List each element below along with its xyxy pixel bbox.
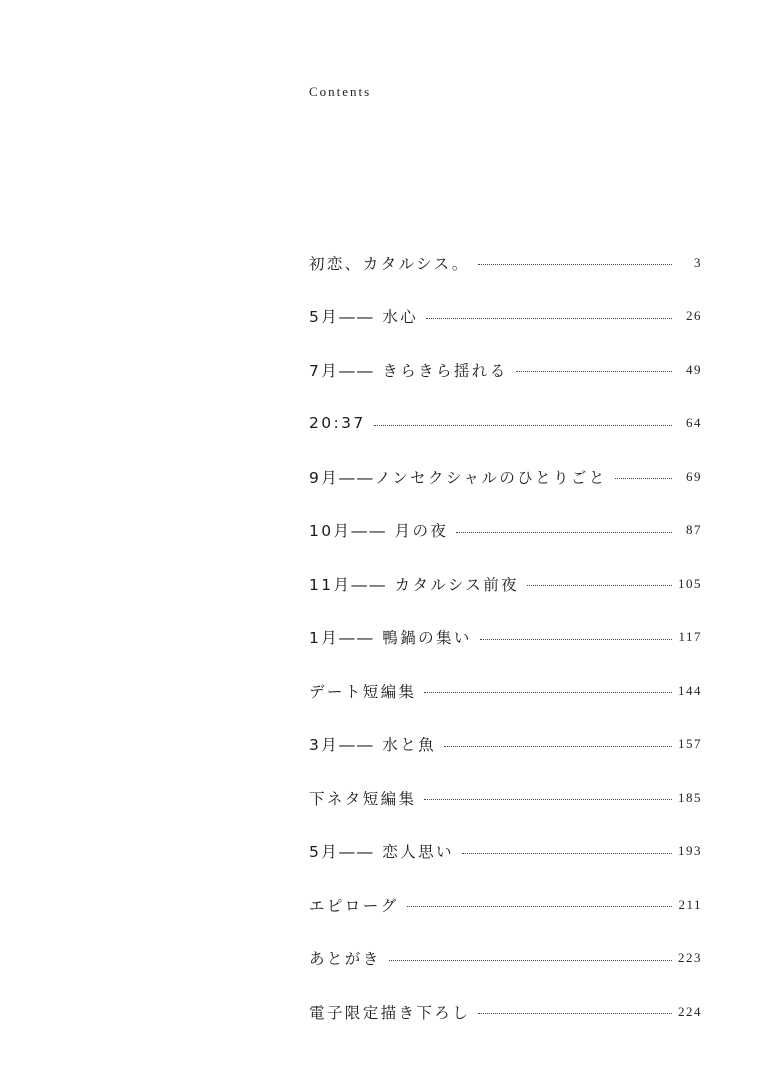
toc-entry-title: あとがき — [309, 950, 381, 969]
toc-entry-page: 3 — [694, 254, 702, 270]
toc-entry[interactable] — [309, 450, 702, 504]
toc-entry[interactable] — [309, 825, 702, 879]
toc-entry-page: 211 — [678, 896, 702, 912]
toc-entry[interactable] — [309, 718, 702, 772]
toc-entry-title: エピローグ — [309, 896, 399, 915]
toc-entry-page: 69 — [686, 468, 702, 484]
toc-entry-title: 1月―― 鴨鍋の集い — [309, 629, 472, 648]
dot-leader — [527, 585, 672, 586]
dot-leader — [462, 853, 672, 854]
dot-leader — [615, 478, 672, 479]
toc-entry-title: 7月―― きらきら揺れる — [309, 361, 508, 380]
toc-entry-title: 9月――ノンセクシャルのひとりごと — [309, 468, 607, 487]
toc-entry-title: 11月―― カタルシス前夜 — [309, 575, 519, 594]
toc-entry-page: 224 — [678, 1003, 702, 1019]
dot-leader — [444, 746, 672, 747]
dot-leader — [424, 799, 672, 800]
dot-leader — [478, 1013, 672, 1014]
toc-entry[interactable] — [309, 664, 702, 718]
toc-list — [309, 236, 702, 1039]
toc-entry-title: 3月―― 水と魚 — [309, 736, 436, 755]
toc-entry-page: 193 — [678, 843, 702, 859]
toc-entry-title: 下ネタ短編集 — [309, 789, 417, 808]
toc-entry[interactable] — [309, 771, 702, 825]
dot-leader — [374, 425, 672, 426]
toc-entry[interactable] — [309, 878, 702, 932]
toc-entry[interactable] — [309, 985, 702, 1039]
dot-leader — [407, 906, 672, 907]
toc-entry[interactable] — [309, 932, 702, 986]
dot-leader — [516, 371, 672, 372]
dot-leader — [389, 960, 672, 961]
toc-entry-page: 105 — [678, 575, 702, 591]
toc-entry[interactable] — [309, 343, 702, 397]
toc-entry-title: 初恋、カタルシス。 — [309, 254, 470, 273]
toc-entry-page: 144 — [678, 682, 702, 698]
dot-leader — [424, 692, 672, 693]
toc-entry-page: 223 — [678, 950, 702, 966]
toc-entry[interactable] — [309, 397, 702, 451]
toc-entry-page: 157 — [678, 736, 702, 752]
toc-entry-page: 117 — [678, 629, 702, 645]
toc-entry[interactable] — [309, 611, 702, 665]
toc-entry-title: 電子限定描き下ろし — [309, 1003, 471, 1022]
toc-entry-title: 10月―― 月の夜 — [309, 522, 449, 541]
dot-leader — [478, 264, 672, 265]
toc-entry-page: 64 — [686, 415, 702, 431]
toc-entry-title: 20:37 — [309, 414, 366, 433]
toc-entry[interactable] — [309, 236, 702, 290]
toc-entry[interactable] — [309, 290, 702, 344]
toc-entry[interactable] — [309, 504, 702, 558]
dot-leader — [480, 639, 672, 640]
toc-entry-title: 5月―― 恋人思い — [309, 843, 454, 862]
toc-entry[interactable] — [309, 557, 702, 611]
contents-heading: Contents — [309, 84, 372, 99]
toc-entry-page: 87 — [686, 522, 702, 538]
dot-leader — [456, 532, 672, 533]
toc-entry-page: 26 — [686, 308, 702, 324]
toc-entry-page: 49 — [686, 361, 702, 377]
toc-entry-page: 185 — [678, 789, 702, 805]
toc-entry-title: 5月―― 水心 — [309, 308, 419, 327]
dot-leader — [426, 318, 672, 319]
toc-entry-title: デート短編集 — [309, 682, 417, 701]
